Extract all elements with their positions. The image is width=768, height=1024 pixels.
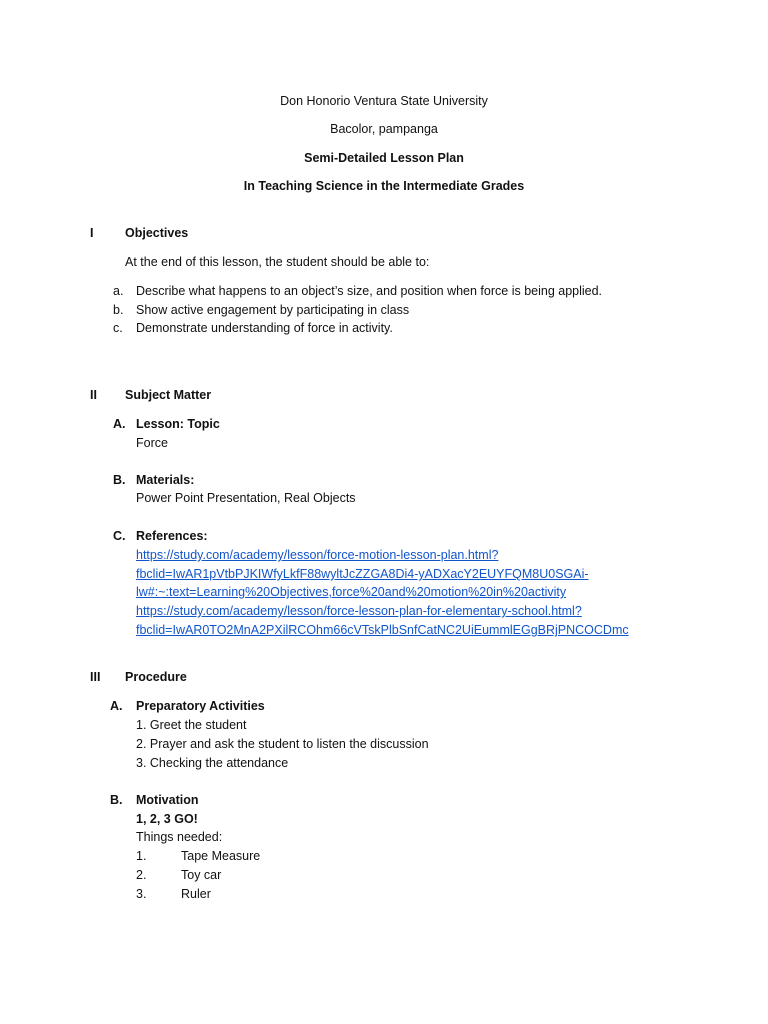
objective-marker: a.	[113, 284, 124, 298]
needed-item: Tape Measure	[181, 849, 261, 863]
needed-item: Toy car	[181, 868, 222, 882]
reference-link[interactable]: fbclid=IwAR1pVtbPJKIWfyLkfF88wyltJcZZGA8Di4-yADXacY2EUYFQM8U0SGAi-	[136, 567, 589, 581]
objective-marker: b.	[113, 303, 124, 317]
things-needed-label: Things needed:	[136, 830, 223, 844]
reference-link[interactable]: https://study.com/academy/lesson/force-lesson-plan-for-elementary-school.html?	[136, 604, 582, 618]
needed-item-number: 1.	[136, 849, 147, 863]
plan-type-title: Semi-Detailed Lesson Plan	[304, 151, 464, 165]
preparatory-marker: A.	[110, 699, 123, 713]
references-marker: C.	[113, 529, 126, 543]
university-location: Bacolor, pampanga	[330, 122, 438, 136]
objective-item: Show active engagement by participating in class	[136, 303, 410, 317]
preparatory-title: Preparatory Activities	[136, 699, 265, 713]
materials-value: Power Point Presentation, Real Objects	[136, 491, 356, 505]
preparatory-item: 3. Checking the attendance	[136, 756, 289, 770]
motivation-marker: B.	[110, 793, 123, 807]
preparatory-item: 1. Greet the student	[136, 718, 247, 732]
subject-title: In Teaching Science in the Intermediate Grades	[243, 179, 525, 193]
section-title-objectives: Objectives	[125, 226, 189, 240]
objectives-intro: At the end of this lesson, the student should be able to:	[125, 255, 430, 269]
objective-marker: c.	[113, 321, 123, 335]
motivation-title: Motivation	[136, 793, 199, 807]
reference-link[interactable]: https://study.com/academy/lesson/force-motion-lesson-plan.html?	[136, 548, 499, 562]
lesson-label: Lesson: Topic	[136, 417, 220, 431]
needed-item: Ruler	[181, 887, 211, 901]
references-label: References:	[136, 529, 208, 543]
needed-item-number: 3.	[136, 887, 147, 901]
reference-link[interactable]: fbclid=IwAR0TO2MnA2PXilRCOhm66cVTskPlbSnfCatNC2UiEummlEGgBRjPNCOCDmc	[136, 623, 629, 637]
section-numeral-objectives: I	[90, 226, 94, 240]
section-title-subject-matter: Subject Matter	[125, 388, 212, 402]
preparatory-item: 2. Prayer and ask the student to listen the discussion	[136, 737, 429, 751]
reference-link[interactable]: lw#:~:text=Learning%20Objectives,force%20and%20motion%20in%20activity	[136, 585, 567, 599]
section-title-procedure: Procedure	[125, 670, 187, 684]
section-numeral-subject-matter: II	[90, 388, 97, 402]
lesson-topic-value: Force	[136, 436, 168, 450]
materials-label: Materials:	[136, 473, 195, 487]
objective-item: Describe what happens to an object’s size, and position when force is being applied.	[136, 284, 603, 298]
objective-item: Demonstrate understanding of force in activity.	[136, 321, 393, 335]
materials-marker: B.	[113, 473, 126, 487]
university-name: Don Honorio Ventura State University	[280, 94, 488, 108]
needed-item-number: 2.	[136, 868, 147, 882]
motivation-game-title: 1, 2, 3 GO!	[136, 812, 198, 826]
section-numeral-procedure: III	[90, 670, 101, 684]
lesson-marker: A.	[113, 417, 126, 431]
